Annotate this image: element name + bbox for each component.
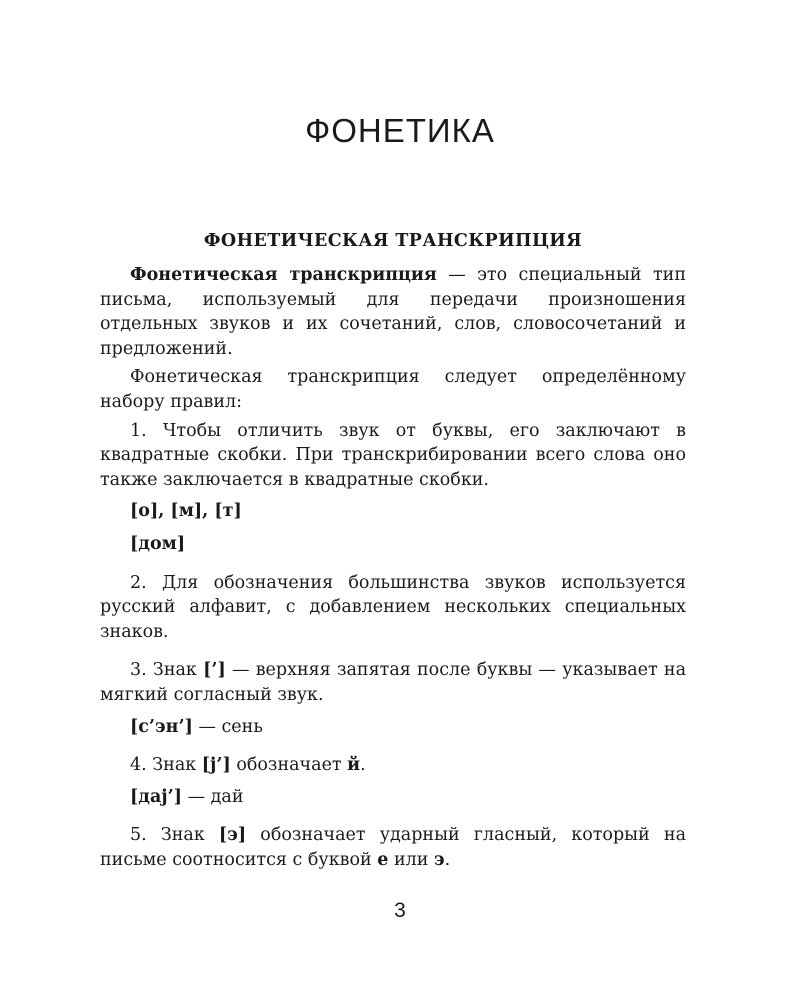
rule-4-letter: й (347, 755, 361, 776)
rule-5-letter-eh: э (433, 849, 445, 870)
rule-4-example-word: — дай (182, 786, 244, 807)
rule-5-paragraph (100, 823, 686, 872)
rule-5-suffix: . (444, 849, 451, 870)
rule-1-example-sounds-text: [о], [м], [т] (130, 501, 242, 522)
chapter-title: ФОНЕТИКА (305, 112, 495, 149)
rule-5-letter-e: е (377, 849, 389, 870)
section-title: ФОНЕТИЧЕСКАЯ ТРАНСКРИПЦИЯ (203, 231, 583, 251)
rule-3-example (100, 715, 686, 740)
rule-3-sign: [’] (203, 660, 226, 681)
rule-2-paragraph: 2. Для обозначения большинства звуков используется русский алфавит, с добавлением нескольких специальных знаков. (100, 572, 686, 642)
rule-4-prefix: 4. Знак (130, 755, 202, 776)
intro-term: Фонетическая транскрипция (130, 265, 437, 285)
intro-paragraph (100, 263, 686, 361)
rule-5-joiner: или (388, 849, 434, 870)
text-column (100, 228, 686, 872)
rule-1-paragraph: 1. Чтобы отличить звук от буквы, его заключают в квадратные скобки. При транскрибировании всего слова оно также заключается в квадратные скобки. (100, 420, 686, 490)
rule-3-example-transcription: [с’эн’] (130, 716, 193, 737)
rule-3-example-word: — сень (192, 716, 263, 737)
rule-3-prefix: 3. Знак (130, 660, 204, 681)
rule-5-middle: обозначает ударный гласный, который на письме соотносится с буквой (100, 825, 686, 870)
intro-definition: — это специальный тип письма, используемый для передачи произношения отдельных звуков и их сочетаний, слов, словосочетаний и предложений. (100, 265, 686, 359)
page-number: 3 (394, 899, 406, 922)
rule-4-middle: обозначает (230, 755, 348, 776)
rule-3-paragraph (100, 658, 686, 707)
rule-4-paragraph (100, 753, 686, 778)
rule-4-example (100, 785, 686, 810)
rules-intro-paragraph: Фонетическая транскрипция следует определённому набору правил: (100, 367, 686, 412)
rule-1-example-sounds (100, 499, 686, 524)
rule-5-prefix: 5. Знак (130, 825, 219, 846)
rule-4-example-transcription: [даj’] (130, 786, 182, 807)
rule-1-example-word (100, 532, 686, 557)
rule-1-example-word-text: [дом] (130, 533, 186, 554)
rule-4-suffix: . (360, 755, 366, 776)
rule-4-sign: [j’] (201, 755, 231, 776)
rule-3-suffix: — верхняя запятая после буквы — указывает на мягкий согласный звук. (100, 660, 686, 705)
rule-5-sign: [э] (218, 825, 247, 846)
